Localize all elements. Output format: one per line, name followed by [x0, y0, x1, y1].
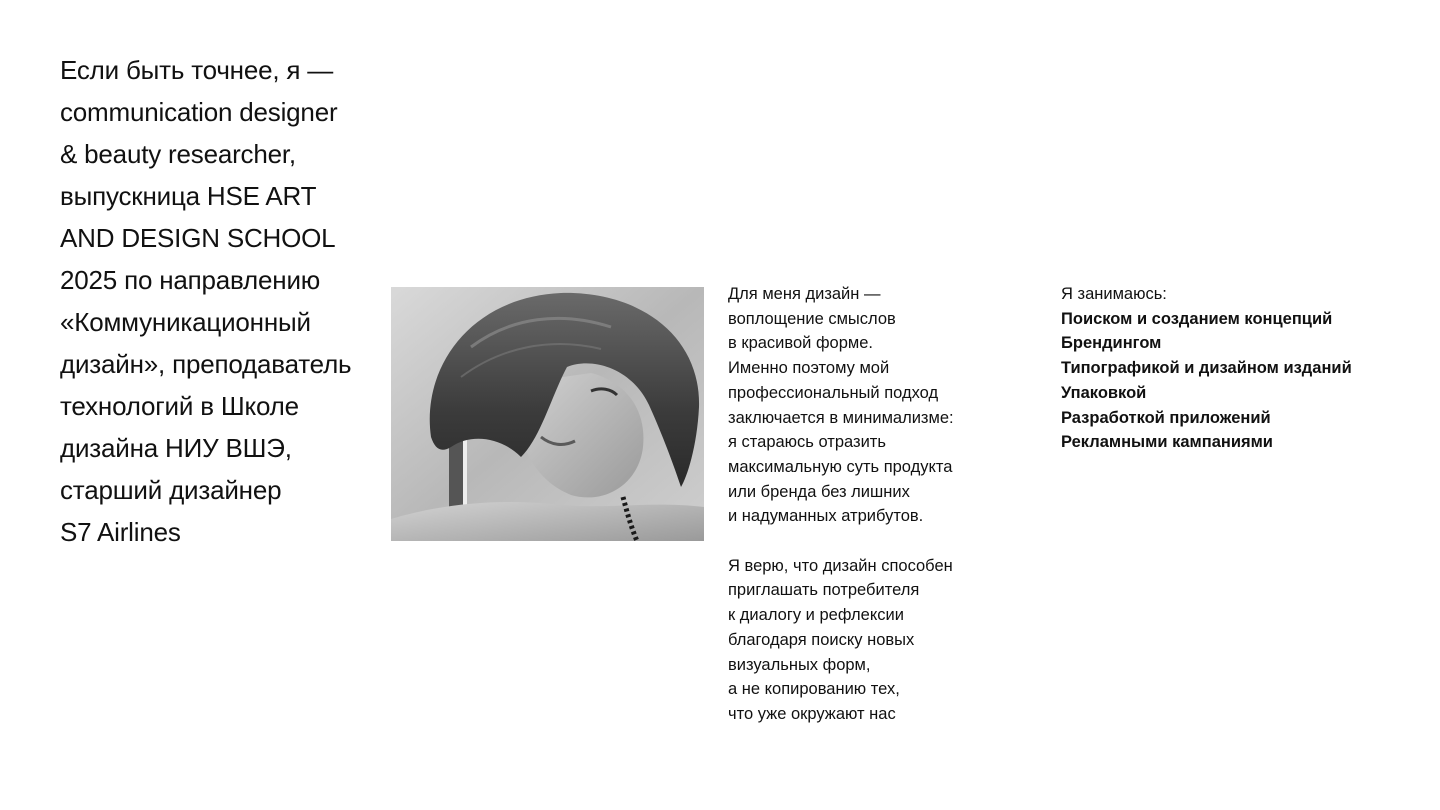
intro-line: AND DESIGN SCHOOL [60, 223, 336, 253]
philosophy-line: что уже окружают нас [728, 704, 896, 723]
philosophy-paragraph [728, 554, 1018, 727]
service-item: Поиском и созданием концепций [1061, 309, 1333, 328]
intro-line: старший дизайнер [60, 475, 282, 505]
intro-line: дизайн», преподаватель [60, 349, 352, 379]
philosophy-line: профессиональный подход [728, 383, 939, 402]
intro-line: дизайна НИУ ВШЭ, [60, 433, 292, 463]
intro-line: communication designer [60, 97, 338, 127]
intro-line: «Коммуникационный [60, 307, 311, 337]
intro-line: & beauty researcher, [60, 139, 296, 169]
philosophy-line: или бренда без лишних [728, 482, 910, 501]
portrait-photo-icon [391, 287, 704, 541]
service-item: Брендингом [1061, 334, 1162, 353]
philosophy-paragraph [728, 282, 1018, 529]
intro-line: S7 Airlines [60, 517, 181, 547]
services-items [1061, 307, 1401, 455]
intro-line: 2025 по направлению [60, 265, 321, 295]
intro-line: выпускница HSE ART [60, 181, 317, 211]
intro-line: технологий в Школе [60, 391, 299, 421]
philosophy-line: и надуманных атрибутов. [728, 507, 924, 526]
philosophy-line: я стараюсь отразить [728, 433, 886, 452]
philosophy-line: максимальную суть продукта [728, 457, 953, 476]
service-item: Типографикой и дизайном изданий [1061, 359, 1352, 378]
intro-line: Если быть точнее, я — [60, 55, 334, 85]
design-philosophy [728, 282, 1018, 727]
philosophy-line: визуальных форм, [728, 655, 871, 674]
philosophy-line: Именно поэтому мой [728, 359, 890, 378]
philosophy-line: к диалогу и рефлексии [728, 606, 904, 625]
service-item: Рекламными кампаниями [1061, 433, 1273, 452]
services-heading: Я занимаюсь: [1061, 285, 1167, 303]
portrait-photo [391, 287, 704, 541]
philosophy-line: а не копированию тех, [728, 680, 900, 699]
philosophy-line: Я верю, что дизайн способен [728, 556, 953, 575]
services-list [1061, 282, 1401, 455]
intro-statement [60, 49, 380, 553]
philosophy-line: благодаря поиску новых [728, 630, 915, 649]
philosophy-line: в красивой форме. [728, 334, 873, 353]
philosophy-line: воплощение смыслов [728, 309, 896, 328]
service-item: Упаковкой [1061, 383, 1147, 402]
philosophy-line: приглашать потребителя [728, 581, 920, 600]
philosophy-line: Для меня дизайн — [728, 285, 881, 303]
philosophy-line: заключается в минимализме: [728, 408, 954, 427]
service-item: Разработкой приложений [1061, 408, 1271, 427]
